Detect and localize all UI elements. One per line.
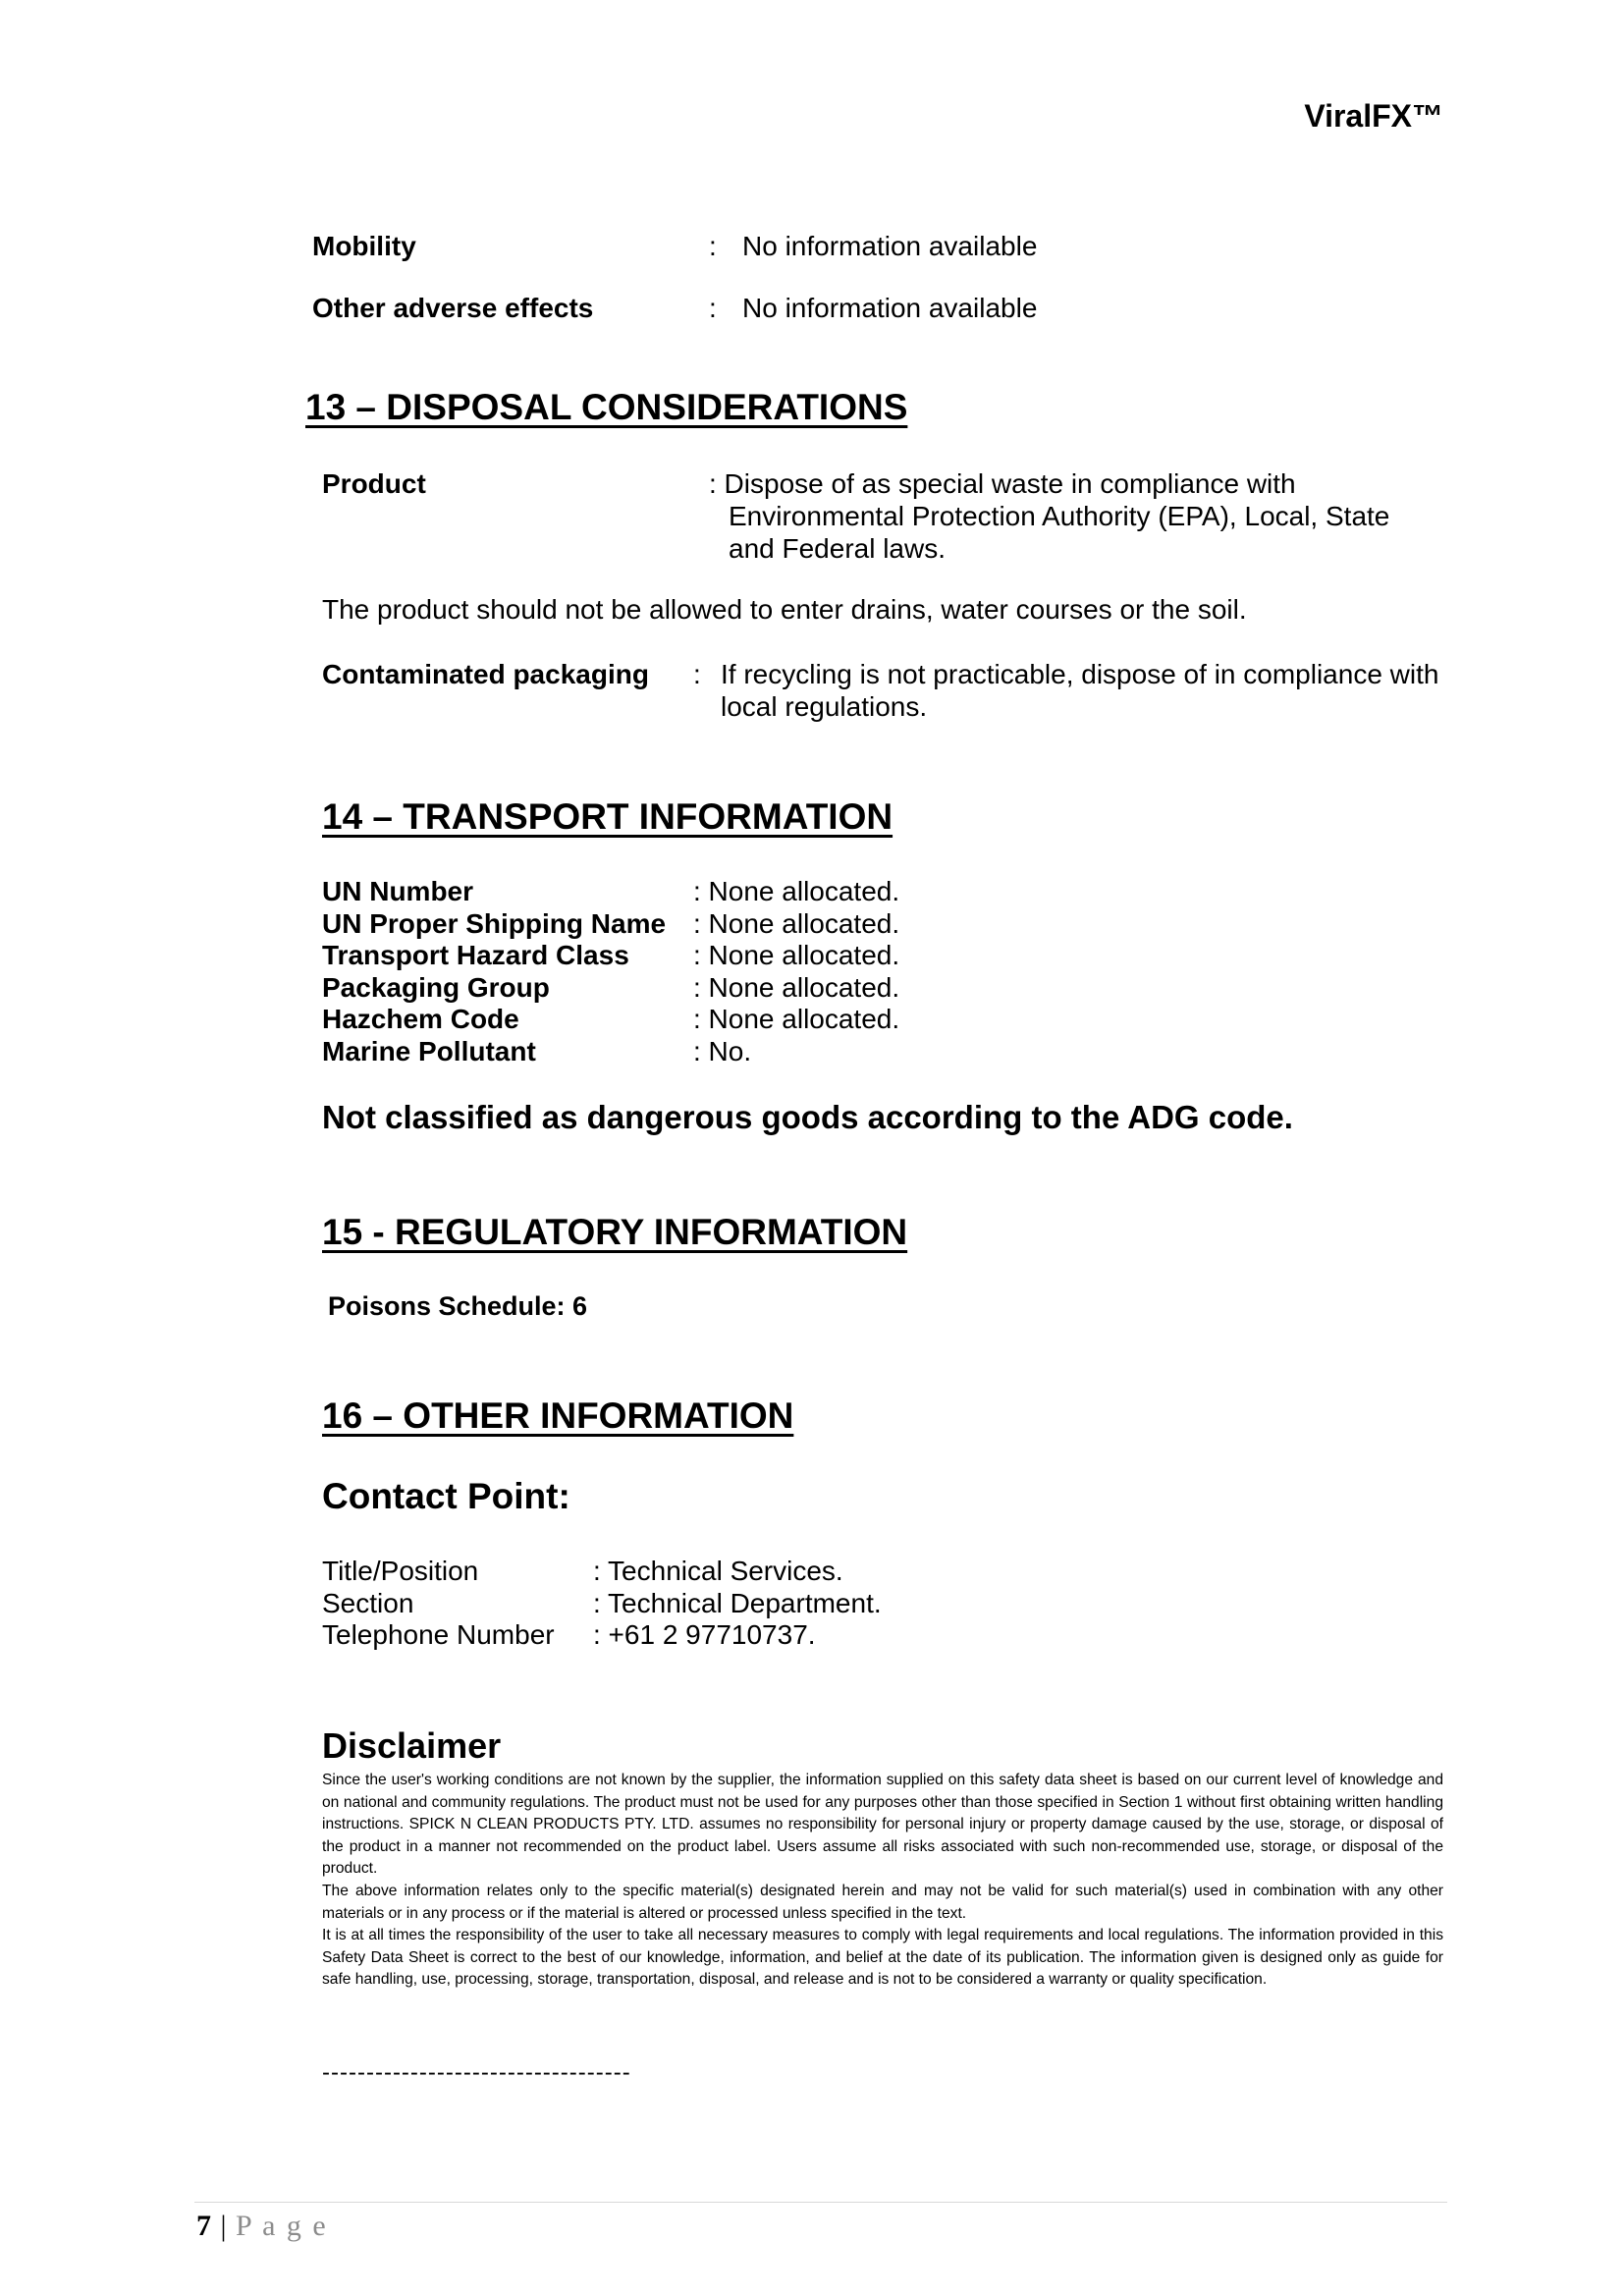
packaging-line: local regulations. xyxy=(721,691,928,722)
contact-values xyxy=(593,1556,882,1652)
disclaimer-paragraph: Since the user's working conditions are not known by the supplier, the information supplied on this safety data sheet is based on our current level of knowledge and on national and community regulations. The product must not be used for any purposes other than those specified in Section 1 without first obtaining written handling instructions. SPICK N CLEAN PRODUCTS PTY. LTD. assumes no responsibility for personal injury or property damage caused by the use, storage, or disposal of the product in a manner not recommended on the product label. Users assume all risks associated with such non-recommended use, storage, or disposal of the product. xyxy=(322,1772,1443,1878)
regulatory-heading: 15 - REGULATORY INFORMATION xyxy=(322,1212,908,1252)
marine-pollutant-value: : No. xyxy=(693,1035,752,1066)
section-label: Section xyxy=(322,1587,414,1618)
transport-values xyxy=(693,876,899,1067)
packaging-text xyxy=(721,658,1438,723)
packaging-group-value: : None allocated. xyxy=(693,971,900,1003)
adverse-effects-colon: : xyxy=(709,293,717,323)
product-line: Environmental Protection Authority (EPA), Local, State xyxy=(729,501,1390,531)
page-word: P a g e xyxy=(236,2210,328,2242)
footer-divider xyxy=(194,2202,1447,2203)
product-text xyxy=(709,467,1389,565)
page-number: 7 xyxy=(196,2210,211,2242)
transport-heading: 14 – TRANSPORT INFORMATION xyxy=(322,796,893,837)
shipping-name-value: : None allocated. xyxy=(693,907,900,939)
mobility-label: Mobility xyxy=(312,231,416,261)
hazard-class-value: : None allocated. xyxy=(693,940,900,970)
packaging-line: If recycling is not practicable, dispose of in compliance with xyxy=(721,659,1439,689)
disposal-heading: 13 – DISPOSAL CONSIDERATIONS xyxy=(305,387,908,427)
contact-point-title: Contact Point: xyxy=(322,1476,570,1516)
adverse-effects-value: No information available xyxy=(742,293,1038,323)
contact-labels xyxy=(322,1556,555,1652)
hazchem-code-label: Hazchem Code xyxy=(322,1004,519,1034)
un-number-label: UN Number xyxy=(322,876,474,906)
document-brand: ViralFX™ xyxy=(1304,98,1443,134)
packaging-label: Contaminated packaging xyxy=(322,659,649,689)
packaging-colon: : xyxy=(693,659,701,689)
title-position-value: : Technical Services. xyxy=(593,1556,843,1586)
marine-pollutant-label: Marine Pollutant xyxy=(322,1035,536,1066)
title-position-label: Title/Position xyxy=(322,1556,479,1586)
hazard-class-label: Transport Hazard Class xyxy=(322,940,629,970)
packaging-group-label: Packaging Group xyxy=(322,971,550,1003)
page-separator: | xyxy=(220,2210,227,2242)
un-number-value: : None allocated. xyxy=(693,876,900,906)
mobility-colon: : xyxy=(709,231,717,261)
shipping-name-label: UN Proper Shipping Name xyxy=(322,907,667,939)
other-info-heading: 16 – OTHER INFORMATION xyxy=(322,1395,794,1436)
product-line: and Federal laws. xyxy=(729,533,947,564)
transport-labels xyxy=(322,876,666,1067)
disclaimer-paragraph: It is at all times the responsibility of the user to take all necessary measures to comply with legal requirements and local regulations. The information provided in this Safety Data Sheet is correct to the best of our knowledge, information, and belief at the date of its publication. The information given is designed only as guide for safe handling, use, processing, storage, transportation, disposal, and release and is not to be considered a warranty or quality specification. xyxy=(322,1927,1443,1989)
poisons-schedule: Poisons Schedule: 6 xyxy=(328,1291,588,1321)
section-value: : Technical Department. xyxy=(593,1587,882,1618)
adverse-effects-label: Other adverse effects xyxy=(312,293,594,323)
mobility-value: No information available xyxy=(742,231,1038,261)
telephone-value: : +61 2 97710737. xyxy=(593,1619,816,1650)
disclaimer-body xyxy=(322,1770,1443,1992)
hazchem-code-value: : None allocated. xyxy=(693,1004,900,1034)
dangerous-goods-statement: Not classified as dangerous goods according to the ADG code. xyxy=(322,1099,1293,1135)
telephone-label: Telephone Number xyxy=(322,1619,555,1650)
product-label: Product xyxy=(322,468,426,499)
end-of-document-rule: ----------------------------------- xyxy=(322,2059,631,2086)
page-footer xyxy=(196,2210,328,2243)
product-line: : Dispose of as special waste in compliance with xyxy=(709,468,1296,499)
disposal-note: The product should not be allowed to enter drains, water courses or the soil. xyxy=(322,594,1247,625)
disclaimer-title: Disclaimer xyxy=(322,1725,502,1766)
disclaimer-paragraph: The above information relates only to the specific material(s) designated herein and may not be valid for such material(s) used in combination with any other materials or in any process or if the material is altered or processed unless specified in the text. xyxy=(322,1882,1443,1922)
